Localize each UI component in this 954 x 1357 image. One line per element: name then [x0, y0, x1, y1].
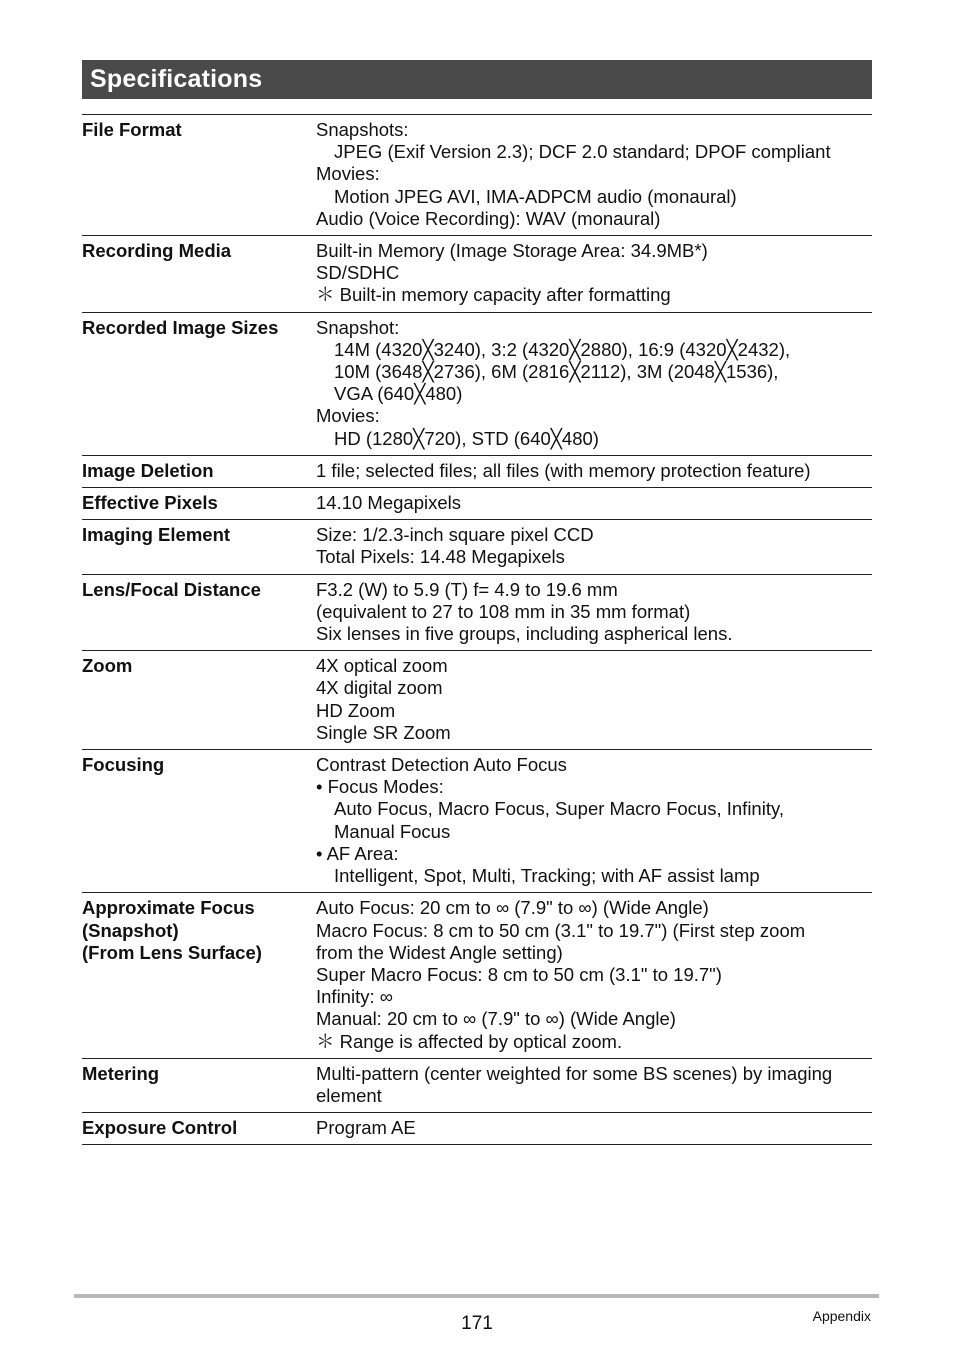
spec-value-line: Motion JPEG AVI, IMA-ADPCM audio (monaural) [334, 185, 737, 207]
spec-value [316, 492, 872, 514]
spec-value-line: ＊ Built-in memory capacity after formatting [316, 284, 671, 306]
specifications-table [82, 114, 872, 1145]
spec-value-line: Built-in Memory (Image Storage Area: 34.9MB*) [316, 240, 708, 262]
spec-value [316, 240, 872, 307]
spec-value [316, 119, 872, 230]
spec-value-line: 1 file; selected files; all files (with memory protection feature) [316, 459, 811, 481]
spec-value-line: 10M (3648╳2736), 6M (2816╳2112), 3M (2048╳1536), [334, 361, 779, 383]
spec-label-line: (Snapshot) [82, 919, 179, 941]
spec-value-line: Six lenses in five groups, including aspherical lens. [316, 623, 733, 645]
spec-value [316, 579, 872, 646]
section-header [82, 60, 872, 99]
spec-value-line: ＊ Range is affected by optical zoom. [316, 1030, 623, 1052]
spec-value-line: 14.10 Megapixels [316, 492, 462, 514]
spec-value-line: Macro Focus: 8 cm to 50 cm (3.1" to 19.7") (First step zoom [316, 919, 806, 941]
spec-label [82, 317, 316, 450]
section-name: Appendix [812, 1308, 871, 1324]
spec-row [82, 115, 872, 236]
spec-row [82, 750, 872, 893]
spec-value-line: • Focus Modes: [316, 776, 444, 798]
spec-row [82, 313, 872, 456]
spec-value-line: (equivalent to 27 to 108 mm in 35 mm format) [316, 600, 691, 622]
spec-row [82, 520, 872, 574]
spec-value-line: Auto Focus, Macro Focus, Super Macro Focus, Infinity, [334, 798, 784, 820]
spec-value-line: Total Pixels: 14.48 Megapixels [316, 546, 565, 568]
spec-value-line: Manual Focus [334, 820, 451, 842]
spec-label-line: Zoom [82, 655, 133, 677]
spec-value [316, 1117, 872, 1139]
spec-label-line: Recorded Image Sizes [82, 316, 279, 338]
spec-row [82, 236, 872, 313]
spec-label [82, 754, 316, 887]
spec-label-line: Lens/Focal Distance [82, 578, 261, 600]
spec-value-line: Auto Focus: 20 cm to ∞ (7.9" to ∞) (Wide Angle) [316, 897, 709, 919]
spec-row [82, 893, 872, 1058]
spec-label-line: Recording Media [82, 240, 232, 262]
spec-row [82, 488, 872, 520]
spec-label-line: File Format [82, 119, 182, 140]
spec-value-line: Contrast Detection Auto Focus [316, 754, 567, 776]
spec-value-line: Infinity: ∞ [316, 986, 393, 1008]
spec-label-line: Exposure Control [82, 1117, 238, 1139]
spec-value-line: Manual: 20 cm to ∞ (7.9" to ∞) (Wide Angle) [316, 1008, 676, 1030]
spec-value [316, 317, 872, 450]
spec-label-line: Imaging Element [82, 524, 231, 546]
spec-label [82, 579, 316, 646]
spec-label [82, 1117, 316, 1139]
spec-value-line: Intelligent, Spot, Multi, Tracking; with AF assist lamp [334, 865, 760, 887]
spec-value-line: element [316, 1084, 382, 1106]
spec-label [82, 524, 316, 568]
spec-label-line: Image Deletion [82, 459, 214, 481]
spec-value-line: • AF Area: [316, 842, 399, 864]
spec-value-line: Program AE [316, 1117, 416, 1139]
spec-value-line: SD/SDHC [316, 262, 400, 284]
page-number: 171 [461, 1313, 493, 1334]
spec-value-line: JPEG (Exif Version 2.3); DCF 2.0 standard; DPOF compliant [334, 141, 831, 163]
spec-row [82, 1059, 872, 1113]
spec-row [82, 575, 872, 652]
spec-label [82, 655, 316, 744]
spec-label [82, 460, 316, 482]
spec-value [316, 524, 872, 568]
spec-value-line: 4X optical zoom [316, 655, 448, 677]
spec-value [316, 460, 872, 482]
spec-value-line: Snapshots: [316, 119, 409, 140]
spec-label [82, 1063, 316, 1107]
spec-label-line: Effective Pixels [82, 492, 218, 514]
spec-label [82, 897, 316, 1052]
spec-value-line: 14M (4320╳3240), 3:2 (4320╳2880), 16:9 (4320╳2432), [334, 338, 791, 360]
spec-value-line: Size: 1/2.3-inch square pixel CCD [316, 524, 594, 546]
spec-value-line: Snapshot: [316, 316, 400, 338]
spec-label [82, 119, 316, 230]
page-title: Specifications [90, 65, 263, 93]
spec-label-line: Approximate Focus [82, 897, 255, 919]
spec-label-line: Metering [82, 1062, 160, 1084]
spec-value-line: 4X digital zoom [316, 677, 443, 699]
spec-value [316, 897, 872, 1052]
footer-divider [74, 1294, 879, 1298]
spec-value-line: HD (1280╳720), STD (640╳480) [334, 427, 599, 449]
spec-value [316, 754, 872, 887]
spec-value [316, 1063, 872, 1107]
spec-label [82, 492, 316, 514]
spec-value-line: from the Widest Angle setting) [316, 941, 563, 963]
spec-label-line: (From Lens Surface) [82, 941, 262, 963]
spec-value-line: Movies: [316, 405, 380, 427]
spec-value-line: Multi-pattern (center weighted for some BS scenes) by imaging [316, 1062, 833, 1084]
spec-row [82, 456, 872, 488]
spec-value-line: F3.2 (W) to 5.9 (T) f= 4.9 to 19.6 mm [316, 578, 618, 600]
spec-value [316, 655, 872, 744]
spec-value-line: VGA (640╳480) [334, 383, 463, 405]
spec-label-line: Focusing [82, 754, 165, 776]
spec-value-line: Movies: [316, 163, 380, 185]
spec-value-line: Single SR Zoom [316, 721, 451, 743]
spec-value-line: Super Macro Focus: 8 cm to 50 cm (3.1" to 19.7") [316, 963, 722, 985]
spec-row [82, 651, 872, 750]
spec-label [82, 240, 316, 307]
spec-value-line: HD Zoom [316, 699, 396, 721]
spec-value-line: Audio (Voice Recording): WAV (monaural) [316, 207, 661, 229]
spec-row [82, 1113, 872, 1145]
